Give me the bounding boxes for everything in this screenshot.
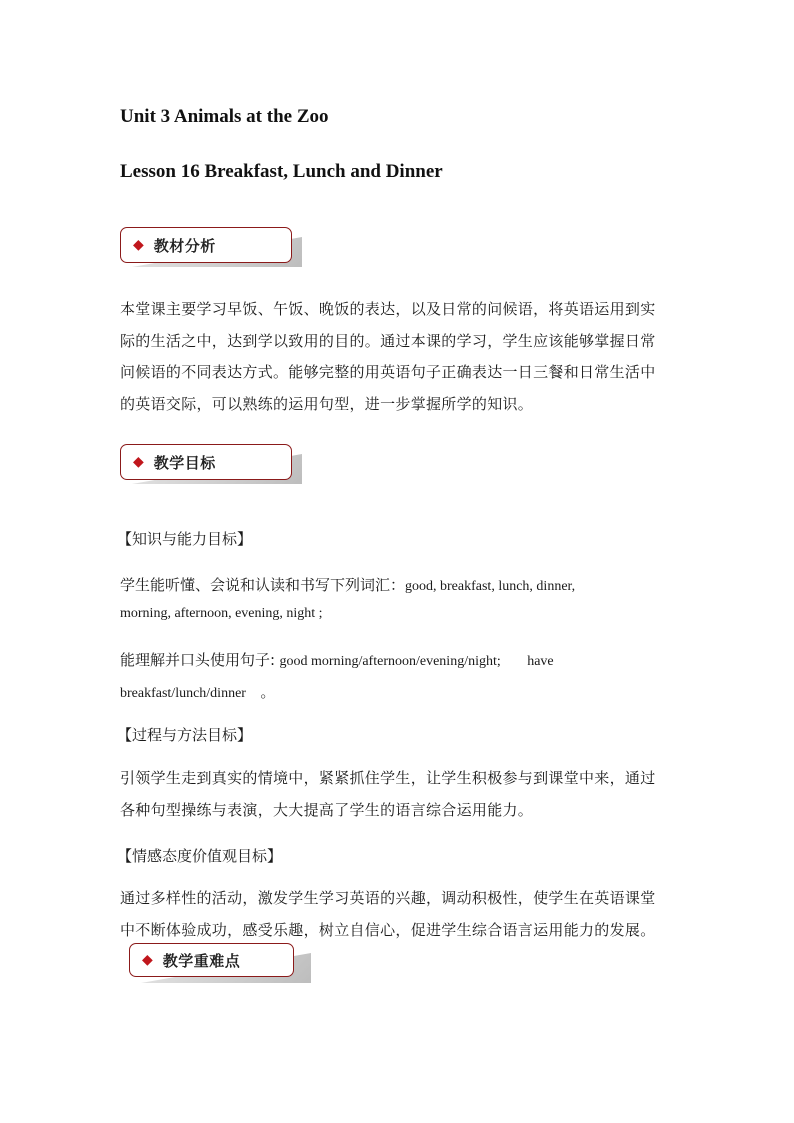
diamond-icon: ◆	[142, 952, 153, 968]
sentence-line-1	[120, 649, 554, 670]
vocab-line-1	[120, 574, 575, 595]
paragraph-line: 中不断体验成功，感受乐趣，树立自信心，促进学生综合语言运用能力的发展。	[120, 920, 656, 939]
sentence-intro: 能理解并口头使用句子:	[120, 651, 276, 669]
paragraph-line: 各种句型操练与表演，大大提高了学生的语言综合运用能力。	[120, 800, 534, 819]
paragraph-line: 引领学生走到真实的情境中，紧紧抓住学生，让学生积极参与到课堂中来，通过	[120, 769, 656, 787]
process-heading: 【过程与方法目标】	[117, 726, 253, 744]
section-label: 教学目标	[153, 453, 216, 472]
badge-box	[120, 444, 292, 480]
lesson-title: Lesson 16 Breakfast, Lunch and Dinner	[120, 161, 443, 182]
section-badge-analysis	[120, 227, 320, 271]
paragraph-line: 本堂课主要学习早饭、午饭、晚饭的表达，以及日常的问候语，将英语运用到实	[120, 300, 656, 318]
section-badge-key-points	[129, 943, 329, 987]
vocab-intro: 学生能听懂、会说和认读和书写下列词汇：	[120, 576, 406, 594]
knowledge-heading: 【知识与能力目标】	[117, 530, 253, 548]
section-badge-objectives	[120, 444, 320, 488]
sentence-meals: breakfast/lunch/dinner	[120, 686, 246, 701]
vocab-words-2: morning, afternoon, evening, night ;	[120, 606, 323, 621]
sentence-greetings: good morning/afternoon/evening/night;	[279, 654, 501, 669]
vocab-words-1: good, breakfast, lunch, dinner,	[405, 579, 576, 594]
paragraph-line: 通过多样性的活动，激发学生学习英语的兴趣，调动积极性，使学生在英语课堂	[120, 889, 656, 907]
paragraph-line: 际的生活之中，达到学以致用的目的。通过本课的学习，学生应该能够掌握日常	[120, 331, 656, 350]
unit-title: Unit 3 Animals at the Zoo	[120, 106, 329, 127]
emotion-heading: 【情感态度价值观目标】	[117, 847, 283, 865]
paragraph-line: 的英语交际，可以熟练的运用句型，进一步掌握所学的知识。	[120, 394, 534, 413]
analysis-paragraph	[120, 294, 680, 420]
emotion-paragraph	[120, 883, 680, 946]
sentence-line-2	[120, 681, 275, 702]
diamond-icon: ◆	[133, 237, 144, 253]
sentence-end: 。	[260, 683, 276, 701]
section-label: 教学重难点	[162, 951, 241, 970]
sentence-have: have	[527, 654, 554, 669]
diamond-icon: ◆	[133, 454, 144, 470]
badge-box	[120, 227, 292, 263]
paragraph-line: 问候语的不同表达方式。能够完整的用英语句子正确表达一日三餐和日常生活中	[120, 363, 656, 381]
section-label: 教材分析	[153, 236, 216, 255]
badge-box	[129, 943, 294, 977]
process-paragraph	[120, 763, 680, 826]
